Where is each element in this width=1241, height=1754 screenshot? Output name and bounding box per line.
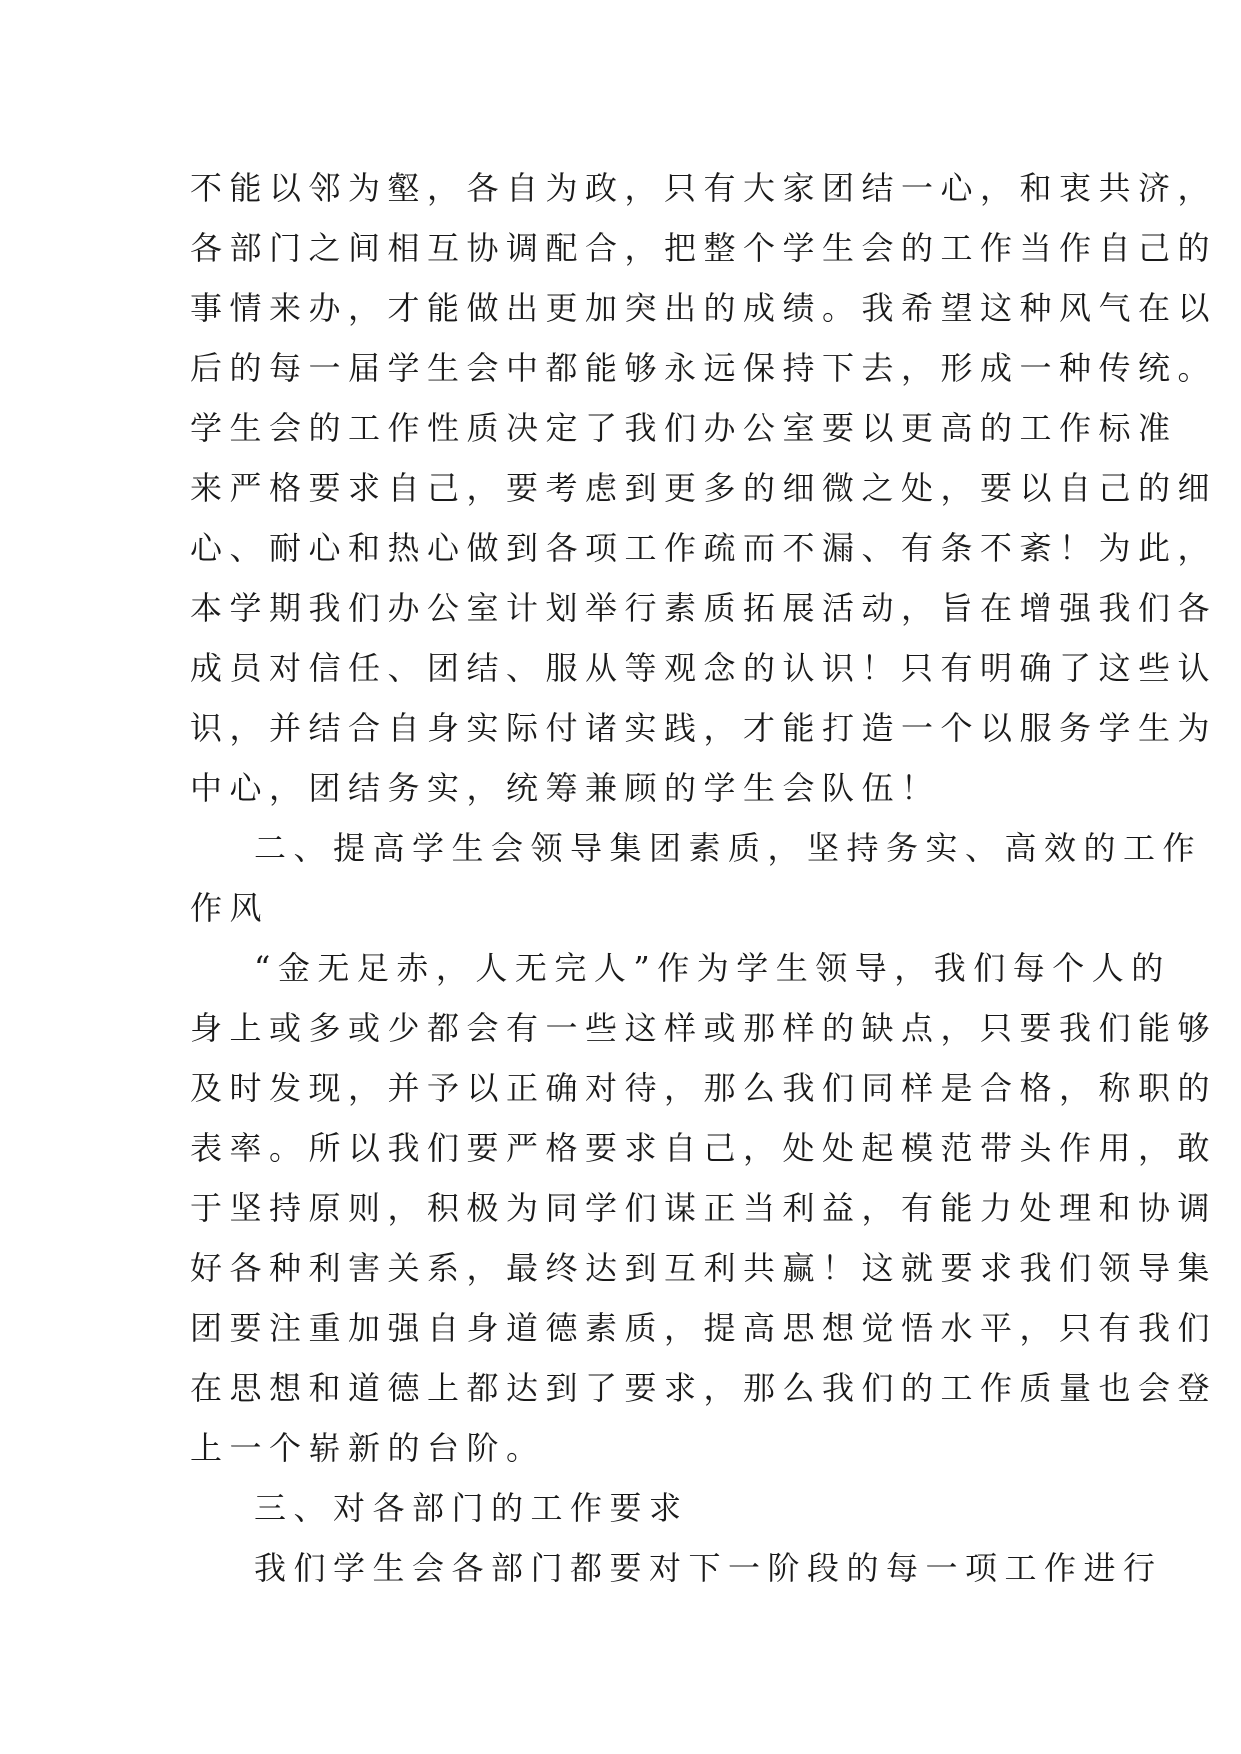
text-line: 身上或多或少都会有一些这样或那样的缺点，只要我们能够 [190,1009,1218,1047]
document-body [190,158,1218,1598]
text-line: 各部门之间相互协调配合，把整个学生会的工作当作自己的 [190,229,1218,267]
text-line: 来严格要求自己，要考虑到更多的细微之处，要以自己的细 [190,469,1218,507]
section-heading: 三、对各部门的工作要求 [254,1489,689,1527]
text-line: 团要注重加强自身道德素质，提高思想觉悟水平，只有我们 [190,1309,1218,1347]
text-line: 上一个崭新的台阶。 [190,1429,546,1467]
text-line: 我们学生会各部门都要对下一阶段的每一项工作进行 [254,1549,1163,1587]
text-line: 学生会的工作性质决定了我们办公室要以更高的工作标准 [190,409,1178,447]
text-line: 心、耐心和热心做到各项工作疏而不漏、有条不紊！为此， [190,529,1218,567]
text-line: 在思想和道德上都达到了要求，那么我们的工作质量也会登 [190,1369,1218,1407]
text-line: 表率。所以我们要严格要求自己，处处起模范带头作用，敢 [190,1129,1218,1167]
text-line: 后的每一届学生会中都能够永远保持下去，形成一种传统。 [190,349,1218,387]
section-heading-continued: 作风 [190,889,270,927]
text-line: 好各种利害关系，最终达到互利共赢！这就要求我们领导集 [190,1249,1218,1287]
text-line: “金无足赤，人无完人”作为学生领导，我们每个人的 [254,949,1171,987]
text-line: 中心，团结务实，统筹兼顾的学生会队伍！ [190,769,941,807]
text-line: 本学期我们办公室计划举行素质拓展活动，旨在增强我们各 [190,589,1218,627]
text-line: 不能以邻为壑，各自为政，只有大家团结一心，和衷共济， [190,169,1218,207]
text-line: 识，并结合自身实际付诸实践，才能打造一个以服务学生为 [190,709,1218,747]
text-line: 及时发现，并予以正确对待，那么我们同样是合格，称职的 [190,1069,1218,1107]
text-line: 成员对信任、团结、服从等观念的认识！只有明确了这些认 [190,649,1218,687]
section-heading: 二、提高学生会领导集团素质，坚持务实、高效的工作 [254,829,1203,867]
text-line: 于坚持原则，积极为同学们谋正当利益，有能力处理和协调 [190,1189,1218,1227]
text-line: 事情来办，才能做出更加突出的成绩。我希望这种风气在以 [190,289,1218,327]
